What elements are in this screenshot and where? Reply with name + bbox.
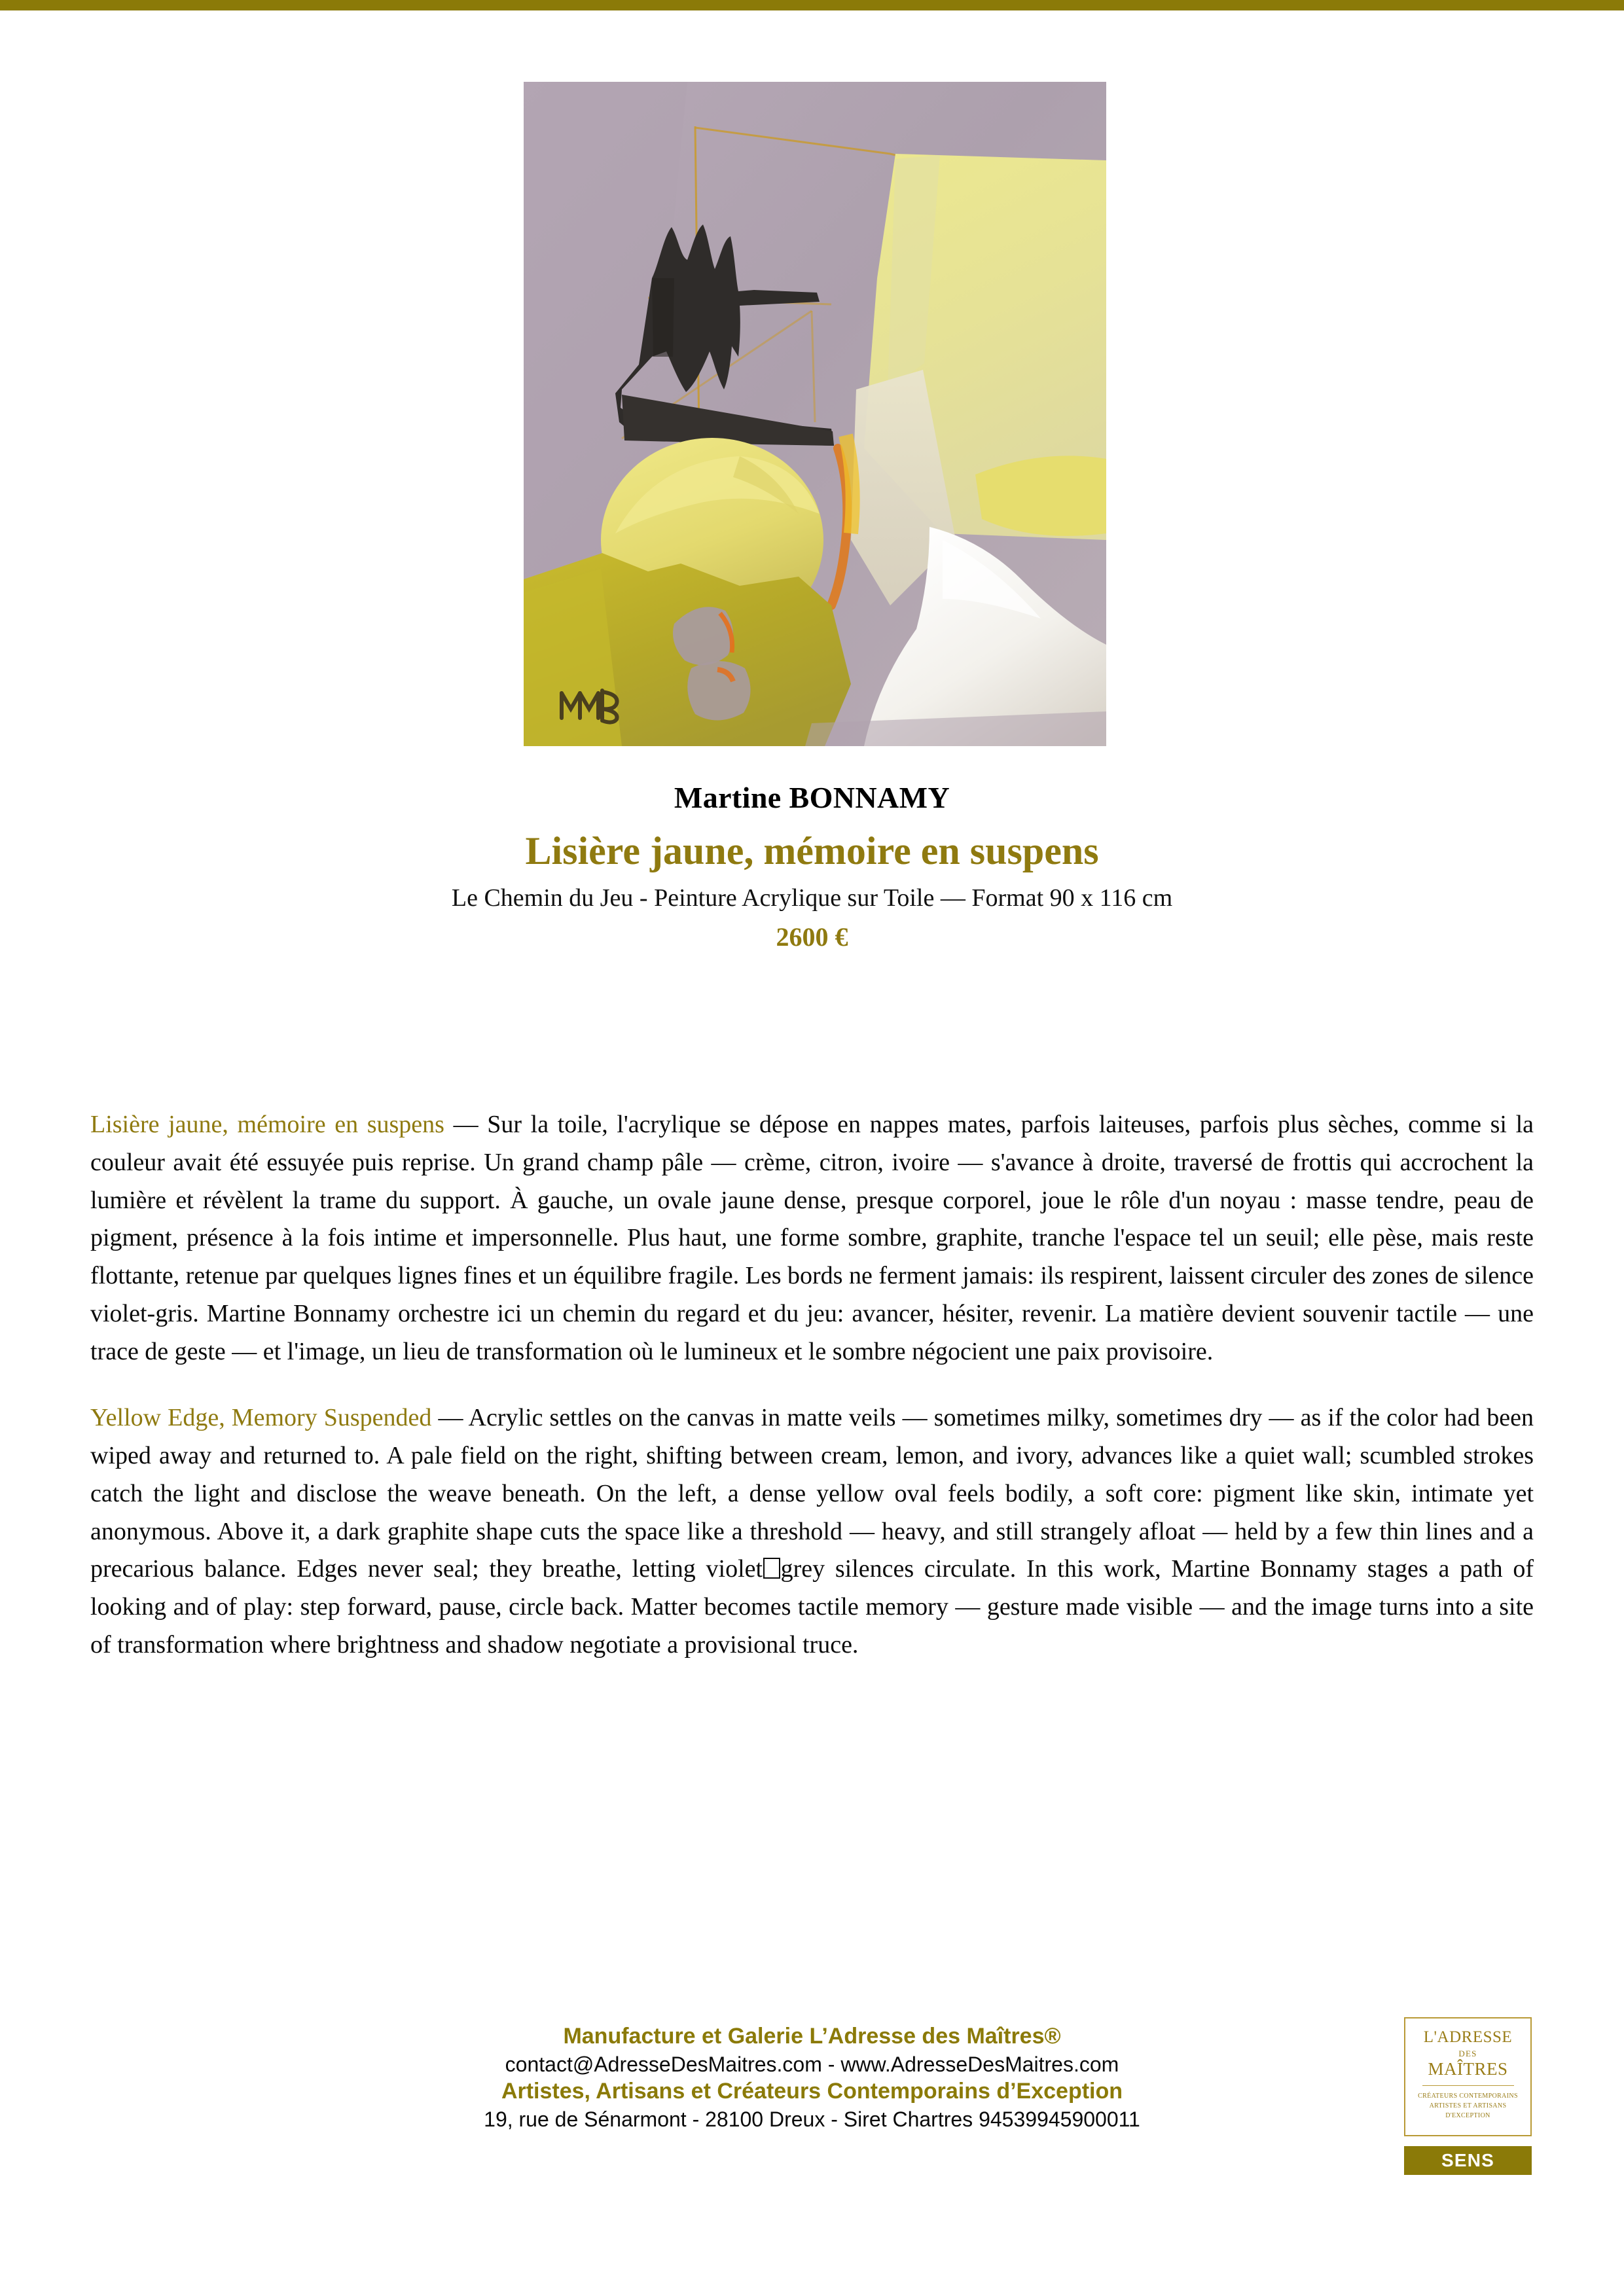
logo-line-maitres: MAÎTRES [1428,2058,1508,2079]
artwork-medium-format: Le Chemin du Jeu - Peinture Acrylique sur Toile — Format 90 x 116 cm [451,884,1173,912]
description-section [90,1106,1534,1664]
brand-logo-area [1404,2017,1532,2175]
description-paragraph-en [90,1399,1534,1664]
missing-glyph-box-icon [763,1558,780,1579]
artwork-image-container [524,82,1106,746]
brand-logo-box [1404,2017,1532,2136]
description-body-en-part2: grey silences circulate. In this work, Martine Bonnamy stages a path of looking and of play: step forward, pause, circle back. Matter becomes tactile memory — gesture made visible — and the image turns into a site of transformation where brightness and shadow negotiate a provisional truce. [90,1555,1534,1659]
artist-name: Martine BONNAMY [674,781,950,814]
logo-line-des: DES [1458,2049,1477,2059]
logo-divider [1422,2085,1514,2086]
title-block [0,782,1624,952]
footer-contact-block [0,2022,1624,2133]
sens-badge: SENS [1404,2146,1532,2175]
footer-company-name: Manufacture et Galerie L’Adresse des Maîtres® [563,2024,1061,2049]
footer-tagline: Artistes, Artisans et Créateurs Contemporains d’Exception [501,2079,1123,2104]
artwork-price: 2600 € [776,922,848,952]
description-body-en-part1: — Acrylic settles on the canvas in matte veils — sometimes milky, sometimes dry — as if the color had been wiped away and returned to. A pale field on the right, shifting between cream, lemon, and ivory, advances like a quiet wall; scumbled strokes catch the light and disclose the weave beneath. On the left, a dense yellow oval feels bodily, a soft core: pigment like skin, intimate yet anonymous. Above it, a dark graphite shape cuts the space like a threshold — heavy, and still strangely afloat — held by a few thin lines and a precarious balance. Edges never seal; they breathe, letting violet [90,1404,1534,1583]
logo-subtitle-line2: ARTISTES ET ARTISANS [1429,2102,1507,2110]
description-paragraph-fr [90,1106,1534,1371]
footer-email-website[interactable]: contact@AdresseDesMaitres.com - www.AdresseDesMaitres.com [505,2052,1119,2076]
logo-line-adresse: L'ADRESSE [1423,2028,1513,2046]
logo-subtitle-line1: CRÉATEURS CONTEMPORAINS [1418,2092,1518,2100]
logo-subtitle-line3: D'EXCEPTION [1445,2111,1490,2119]
description-body-fr: — Sur la toile, l'acrylique se dépose en nappes mates, parfois laiteuses, parfois plus sèches, comme si la couleur avait été essuyée puis reprise. Un grand champ pâle — crème, citron, ivoire — s'avance à droite, traversé de frottis qui accrochent la lumière et révèlent la trame du support. À gauche, un ovale jaune dense, presque corporel, joue le rôle d'un noyau : masse tendre, peau de pigment, présence à la fois intime et impersonnelle. Plus haut, une forme sombre, graphite, tranche l'espace tel un seuil; elle pèse, mais reste flottante, retenue par quelques lignes fines et un équilibre fragile. Les bords ne ferment jamais: ils respirent, laissent circuler des zones de silence violet-gris. Martine Bonnamy orchestre ici un chemin du regard et du jeu: avancer, hésiter, revenir. La matière devient souvenir tactile — une trace de geste — et l'image, un lieu de transformation où le lumineux et le sombre négocient une paix provisoire. [90,1111,1534,1365]
description-lead-in-fr: Lisière jaune, mémoire en suspens [90,1111,444,1138]
artwork-painting [524,82,1106,746]
footer-address-siret: 19, rue de Sénarmont - 28100 Dreux - Siret Chartres 94539945900011 [484,2107,1140,2131]
description-lead-in-en: Yellow Edge, Memory Suspended [90,1404,432,1432]
artwork-title: Lisière jaune, mémoire en suspens [525,829,1099,873]
top-accent-bar [0,0,1624,10]
